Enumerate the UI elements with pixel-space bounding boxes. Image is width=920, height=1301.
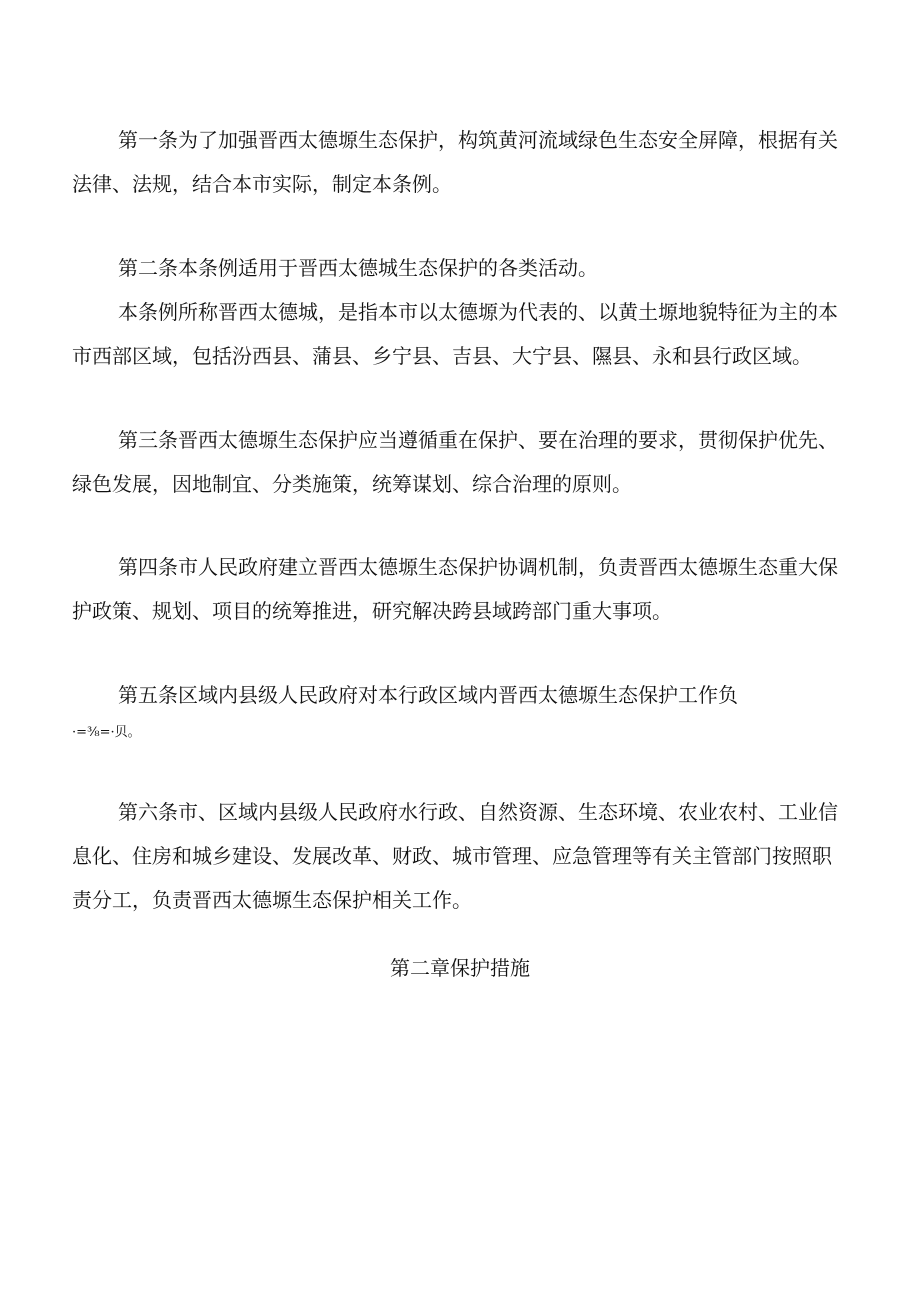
article-2: 第二条本条例适用于晋西太德城生态保护的各类活动。 xyxy=(118,256,598,280)
article-5-tail: ·=⅜=·贝。 xyxy=(72,725,141,740)
chapter-heading: 第二章保护措施 xyxy=(390,956,530,980)
article-5-text: 第五条区域内县级人民政府对本行政区域内晋西太德塬生态保护工作负 xyxy=(118,683,738,707)
article-4: 第四条市人民政府建立晋西太德塬生态保护协调机制，负责晋西太德塬生态重大保护政策、规划、项目的统筹推进，研究解决跨县域跨部门重大事项。 xyxy=(72,555,838,623)
article-1: 第一条为了加强晋西太德塬生态保护，构筑黄河流域绿色生态安全屏障，根据有关法律、法规，结合本市实际，制定本条例。 xyxy=(72,128,838,196)
article-6: 第六条市、区域内县级人民政府水行政、自然资源、生态环境、农业农村、工业信息化、住房和城乡建设、发展改革、财政、城市管理、应急管理等有关主管部门按照职责分工，负责晋西太德塬生态保护相关工作。 xyxy=(72,800,838,912)
article-5 xyxy=(72,673,848,743)
article-2-paragraph-2: 本条例所称晋西太德城，是指本市以太德塬为代表的、以黄土塬地貌特征为主的本市西部区域，包括汾西县、蒲县、乡宁县、吉县、大宁县、隰县、永和县行政区域。 xyxy=(72,300,838,368)
article-3: 第三条晋西太德塬生态保护应当遵循重在保护、要在治理的要求，贯彻保护优先、绿色发展，因地制宜、分类施策，统筹谋划、综合治理的原则。 xyxy=(72,428,838,496)
